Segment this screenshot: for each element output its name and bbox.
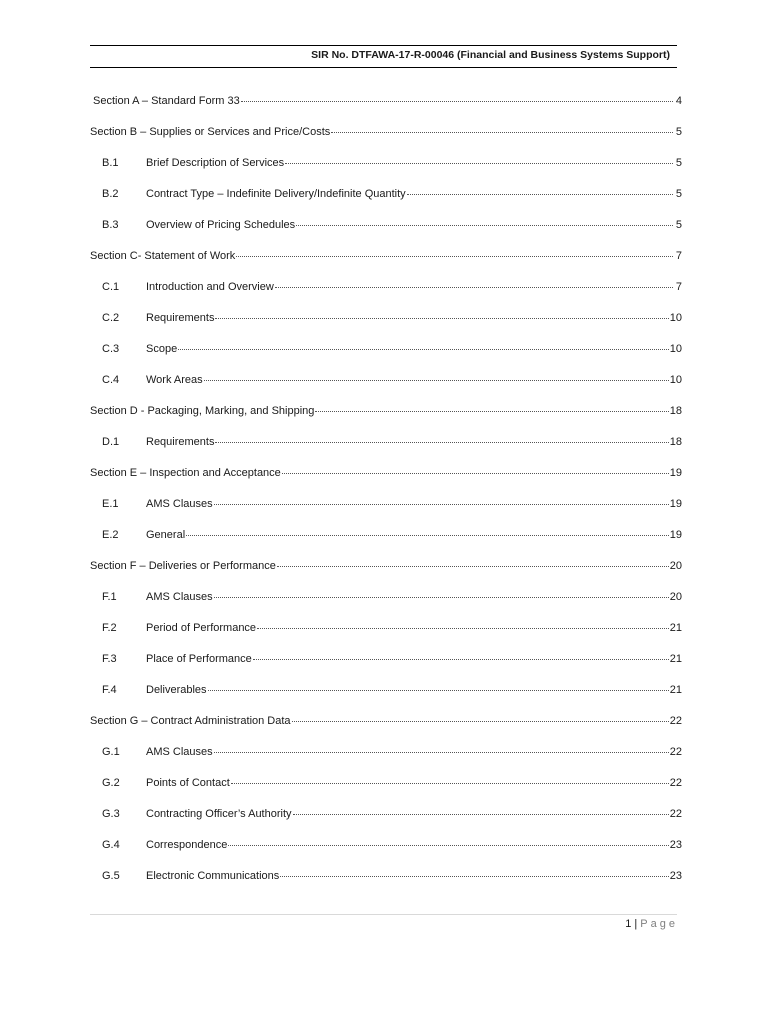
toc-subsection-entry[interactable] <box>90 494 682 525</box>
toc-subsection-entry[interactable] <box>90 742 682 773</box>
toc-entry-title: Points of Contact <box>146 777 230 789</box>
header-rule-top <box>90 45 677 46</box>
toc-entry-title: Period of Performance <box>146 622 257 634</box>
toc-entry-page: 18 <box>669 436 682 448</box>
toc-section-entry[interactable] <box>90 463 682 494</box>
toc-entry-number: C.2 <box>102 312 120 324</box>
toc-dot-leader <box>292 709 669 722</box>
toc-subsection-entry[interactable] <box>90 773 682 804</box>
toc-entry-title: Scope <box>146 343 178 355</box>
toc-entry-title: Requirements <box>146 436 215 448</box>
toc-section-entry[interactable] <box>90 91 682 122</box>
toc-entry-title: Work Areas <box>146 374 203 386</box>
toc-dot-leader <box>280 864 668 877</box>
toc-entry-title: Overview of Pricing Schedules <box>146 219 296 231</box>
toc-entry-title: Section A – Standard Form 33 <box>93 95 240 107</box>
toc-dot-leader <box>215 306 668 319</box>
toc-entry-page: 21 <box>669 622 682 634</box>
toc-dot-leader <box>285 151 673 164</box>
toc-dot-leader <box>236 244 673 257</box>
toc-entry-page: 19 <box>669 529 682 541</box>
toc-entry-title: Section E – Inspection and Acceptance <box>90 467 281 479</box>
toc-entry-page: 21 <box>669 684 682 696</box>
toc-entry-page: 23 <box>669 839 682 851</box>
toc-entry-title: Correspondence <box>146 839 228 851</box>
page-footer <box>625 918 678 930</box>
toc-entry-page: 22 <box>669 777 682 789</box>
toc-entry-page: 10 <box>669 343 682 355</box>
toc-section-entry[interactable] <box>90 556 682 587</box>
toc-subsection-entry[interactable] <box>90 587 682 618</box>
toc-entry-page: 10 <box>669 312 682 324</box>
toc-entry-page: 5 <box>675 157 682 169</box>
document-header-title: SIR No. DTFAWA-17-R-00046 (Financial and Business Systems Support) <box>311 49 670 61</box>
toc-section-entry[interactable] <box>90 401 682 432</box>
toc-entry-page: 5 <box>675 188 682 200</box>
toc-entry-page: 23 <box>669 870 682 882</box>
footer-rule <box>90 914 677 915</box>
toc-subsection-entry[interactable] <box>90 804 682 835</box>
toc-entry-page: 4 <box>675 95 682 107</box>
toc-entry-number: F.1 <box>102 591 117 603</box>
toc-entry-page: 19 <box>669 467 682 479</box>
toc-entry-number: G.2 <box>102 777 120 789</box>
toc-dot-leader <box>275 275 673 288</box>
toc-section-entry[interactable] <box>90 246 682 277</box>
toc-entry-title: AMS Clauses <box>146 498 213 510</box>
toc-entry-number: D.1 <box>102 436 120 448</box>
toc-entry-title: Contracting Officer’s Authority <box>146 808 292 820</box>
toc-subsection-entry[interactable] <box>90 835 682 866</box>
toc-entry-title: General <box>146 529 186 541</box>
toc-subsection-entry[interactable] <box>90 525 682 556</box>
toc-entry-number: C.4 <box>102 374 120 386</box>
toc-subsection-entry[interactable] <box>90 370 682 401</box>
toc-entry-number: C.1 <box>102 281 120 293</box>
toc-entry-number: E.2 <box>102 529 119 541</box>
toc-entry-title: Contract Type – Indefinite Delivery/Indefinite Quantity <box>146 188 406 200</box>
toc-subsection-entry[interactable] <box>90 308 682 339</box>
toc-entry-title: Section G – Contract Administration Data <box>90 715 291 727</box>
header-rule-bottom <box>90 67 677 68</box>
toc-subsection-entry[interactable] <box>90 184 682 215</box>
toc-dot-leader <box>282 461 669 474</box>
toc-entry-title: Section D - Packaging, Marking, and Shipping <box>90 405 315 417</box>
toc-entry-page: 22 <box>669 808 682 820</box>
toc-dot-leader <box>257 616 669 629</box>
toc-subsection-entry[interactable] <box>90 339 682 370</box>
toc-entry-page: 22 <box>669 715 682 727</box>
toc-section-entry[interactable] <box>90 711 682 742</box>
footer-separator: | <box>634 918 638 930</box>
toc-entry-number: G.1 <box>102 746 120 758</box>
toc-dot-leader <box>315 399 668 412</box>
toc-subsection-entry[interactable] <box>90 215 682 246</box>
toc-entry-number: B.2 <box>102 188 119 200</box>
toc-entry-page: 21 <box>669 653 682 665</box>
toc-entry-number: C.3 <box>102 343 120 355</box>
toc-entry-page: 7 <box>675 281 682 293</box>
toc-dot-leader <box>214 585 669 598</box>
toc-entry-title: Section B – Supplies or Services and Price/Costs <box>90 126 331 138</box>
toc-dot-leader <box>277 554 669 567</box>
toc-dot-leader <box>331 120 673 133</box>
toc-entry-title: Section F – Deliveries or Performance <box>90 560 276 572</box>
toc-entry-number: F.4 <box>102 684 117 696</box>
toc-dot-leader <box>186 523 669 536</box>
toc-dot-leader <box>293 802 669 815</box>
toc-section-entry[interactable] <box>90 122 682 153</box>
toc-dot-leader <box>214 492 669 505</box>
toc-subsection-entry[interactable] <box>90 649 682 680</box>
toc-entry-page: 10 <box>669 374 682 386</box>
toc-entry-title: Requirements <box>146 312 215 324</box>
toc-dot-leader <box>296 213 673 226</box>
table-of-contents <box>90 91 682 897</box>
toc-subsection-entry[interactable] <box>90 277 682 308</box>
toc-subsection-entry[interactable] <box>90 680 682 711</box>
toc-entry-title: Brief Description of Services <box>146 157 285 169</box>
toc-dot-leader <box>215 430 668 443</box>
toc-entry-page: 5 <box>675 126 682 138</box>
toc-entry-number: G.3 <box>102 808 120 820</box>
toc-entry-title: Section C- Statement of Work <box>90 250 236 262</box>
toc-subsection-entry[interactable] <box>90 432 682 463</box>
toc-dot-leader <box>231 771 669 784</box>
toc-dot-leader <box>253 647 669 660</box>
toc-dot-leader <box>241 89 673 102</box>
toc-entry-page: 20 <box>669 560 682 572</box>
toc-subsection-entry[interactable] <box>90 618 682 649</box>
toc-entry-page: 22 <box>669 746 682 758</box>
toc-entry-title: Introduction and Overview <box>146 281 274 293</box>
toc-entry-page: 20 <box>669 591 682 603</box>
toc-dot-leader <box>204 368 669 381</box>
toc-dot-leader <box>208 678 669 691</box>
toc-entry-page: 7 <box>675 250 682 262</box>
toc-entry-number: G.4 <box>102 839 120 851</box>
page-number: 1 <box>625 918 632 930</box>
toc-entry-number: G.5 <box>102 870 120 882</box>
toc-entry-title: Electronic Communications <box>146 870 280 882</box>
toc-subsection-entry[interactable] <box>90 866 682 897</box>
toc-entry-title: AMS Clauses <box>146 591 213 603</box>
toc-entry-number: B.1 <box>102 157 119 169</box>
toc-dot-leader <box>228 833 668 846</box>
page-word: Page <box>640 918 678 930</box>
toc-entry-page: 5 <box>675 219 682 231</box>
toc-entry-page: 19 <box>669 498 682 510</box>
toc-entry-title: Deliverables <box>146 684 207 696</box>
toc-subsection-entry[interactable] <box>90 153 682 184</box>
toc-entry-number: F.2 <box>102 622 117 634</box>
toc-entry-title: Place of Performance <box>146 653 252 665</box>
toc-entry-number: F.3 <box>102 653 117 665</box>
toc-entry-page: 18 <box>669 405 682 417</box>
toc-dot-leader <box>407 182 673 195</box>
toc-dot-leader <box>214 740 669 753</box>
toc-entry-title: AMS Clauses <box>146 746 213 758</box>
toc-entry-number: B.3 <box>102 219 119 231</box>
toc-dot-leader <box>178 337 669 350</box>
toc-entry-number: E.1 <box>102 498 119 510</box>
